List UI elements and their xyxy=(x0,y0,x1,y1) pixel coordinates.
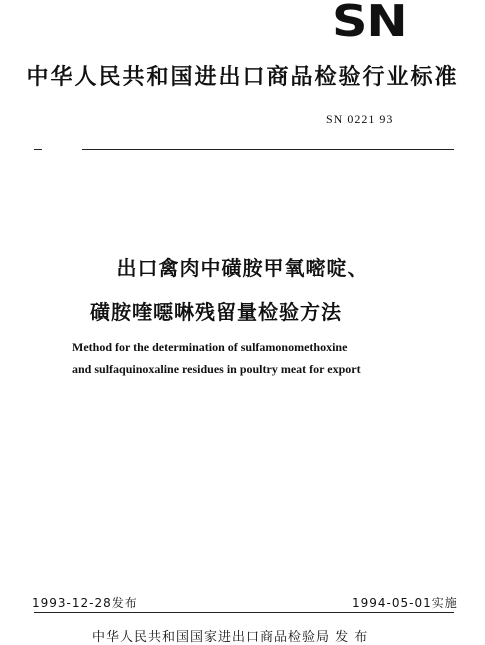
document-title-zh-line1: 出口禽肉中磺胺甲氧嘧啶、 xyxy=(116,256,369,280)
document-title-zh-line2: 磺胺喹噁啉残留量检验方法 xyxy=(90,300,342,324)
document-title-en-line1: Method for the determination of sulfamonomethoxine xyxy=(72,340,348,354)
issue-date: 1993-12-28发布 xyxy=(32,596,138,610)
footer-divider xyxy=(34,612,454,613)
header-divider xyxy=(82,149,454,150)
header-divider-short xyxy=(34,149,42,150)
standard-number: SN 0221 93 xyxy=(326,112,394,126)
document-title-en-line2: and sulfaquinoxaline residues in poultry meat for export xyxy=(72,362,361,376)
implementation-date: 1994-05-01实施 xyxy=(352,596,458,610)
standard-category-title: 中华人民共和国进出口商品检验行业标准 xyxy=(26,65,459,90)
sn-logo: SN xyxy=(332,0,407,47)
publisher: 中华人民共和国国家进出口商品检验局 发 布 xyxy=(92,630,369,645)
